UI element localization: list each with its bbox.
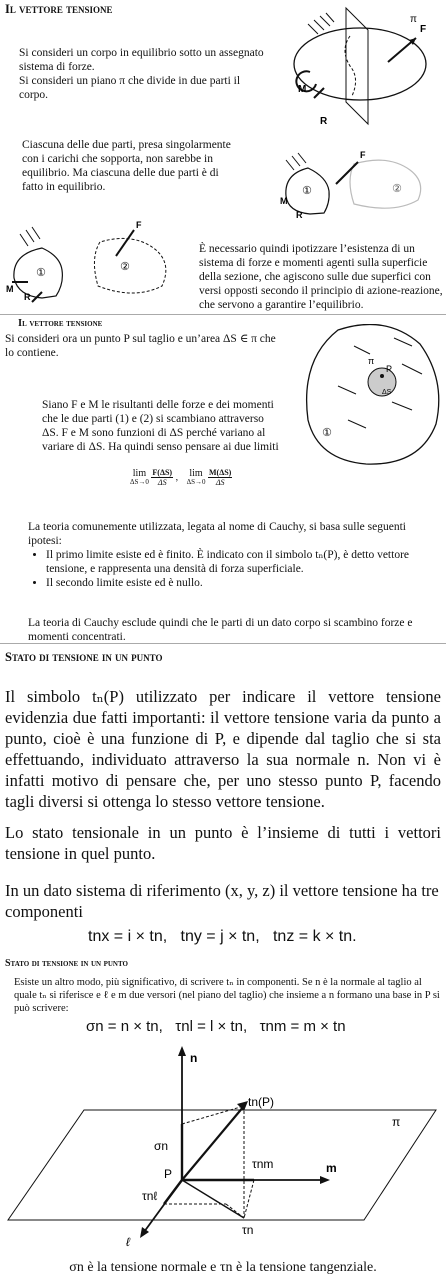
split-body-figure-left — [4, 220, 179, 305]
projection-lines — [164, 1106, 254, 1218]
numerator: F(ΔS) — [152, 468, 173, 477]
stress-components-figure — [4, 1040, 442, 1250]
figure-caption: σn è la tensione normale e τn è la tensione tangenziale. — [69, 1260, 377, 1275]
text-line: Si consideri un corpo in equilibrio sotto un assegnato sistema di forze. — [19, 47, 264, 73]
paragraph: Il simbolo tₙ(P) utilizzato per indicare il vettore tensione evidenzia due fatti importanti: il vettore tensione varia da punto a punto, cioè è una funzione di P, e dipende dal taglio che si sta effettuando, individuato attraverso la sua normale n. Non vi è infatti motivo di pensare che, per uno stesso punto P, facendo tagli diversi si ottenga lo stesso vettore tensione. — [5, 687, 441, 811]
lim-subscript: ΔS→0 — [186, 477, 206, 486]
paragraph: Ciascuna delle due parti, presa singolarmente con i carichi che sopporta, non sarebbe in equilibrio. Ma ciascuna delle due parti è di fatto in equilibrio. — [22, 139, 231, 193]
force-label: F — [360, 150, 366, 160]
part-two-label: ② — [392, 183, 402, 195]
comma: , — [175, 471, 179, 483]
denominator: ΔS — [215, 478, 225, 487]
stress-vector — [182, 1106, 244, 1180]
reaction-label: R — [296, 210, 303, 218]
cut-surface-figure — [298, 324, 444, 472]
arrowhead — [178, 1046, 186, 1056]
moment-label: M — [280, 196, 288, 206]
paragraph: Lo stato tensionale in un punto è l’insieme di tutti i vettori tensione in quel punto. — [5, 823, 441, 863]
numerator: M(ΔS) — [209, 468, 232, 477]
paragraph: Siano F e M le risultanti delle forze e dei momenti che le due parti (1) e (2) si scambiano attraverso ΔS. F e M sono funzioni di ΔS perché variano al variare di ΔS. Ha quindi senso pensare ai due limiti — [42, 399, 279, 453]
part-one-label: ① — [302, 185, 312, 197]
paragraph: In un dato sistema di riferimento (x, y, z) il vettore tensione ha tre componenti — [5, 881, 439, 921]
moment-label: M — [6, 284, 14, 294]
paragraph: La teoria di Cauchy esclude quindi che le parti di un dato corpo si scambino forze e momenti concentrati. — [28, 617, 413, 643]
section-title: Stato di tensione in un punto — [5, 650, 163, 664]
moment-label: M — [298, 84, 307, 95]
split-body-figure-top — [278, 148, 443, 218]
part-two-outline — [350, 160, 421, 208]
part-one-label: ① — [36, 267, 46, 279]
l-label: ℓ — [126, 1235, 130, 1249]
arrowhead — [140, 1227, 149, 1238]
part-two-label: ② — [120, 261, 130, 273]
limits-formula — [130, 468, 232, 487]
section-title: Il vettore tensione — [5, 2, 113, 16]
lim-subscript: ΔS→0 — [130, 477, 149, 486]
tnl-component — [164, 1180, 182, 1204]
list-item: • Il primo limite esiste ed è finito. È indicato con il simbolo tₙ(P), è detto vettore tensione, e rappresenta una densità di forza superficiale. — [46, 548, 440, 576]
force-label: F — [136, 220, 142, 230]
hypotheses-list — [28, 548, 440, 590]
point-p — [380, 374, 384, 378]
reaction-label: R — [24, 292, 31, 302]
paragraph: La teoria comunemente utilizzata, legata al nome di Cauchy, si basa sulle seguenti ipotesi: — [28, 521, 406, 547]
tau-nl-label: τnℓ — [142, 1189, 158, 1203]
pi-label: π — [392, 1115, 401, 1129]
limit-operator — [187, 469, 206, 487]
sigma-n-label: σn — [154, 1139, 169, 1153]
reaction-label: R — [320, 116, 328, 127]
list-item: • Il secondo limite esiste ed è nullo. — [46, 576, 440, 590]
part-one-label: ① — [322, 427, 332, 439]
area-label: ΔS — [382, 389, 392, 396]
text-line: Si consideri un piano π che divide in due parti il corpo. — [19, 75, 241, 101]
surface-outline — [307, 324, 439, 464]
denominator: ΔS — [157, 478, 167, 487]
cut-section — [345, 36, 356, 96]
body-cut-figure — [288, 2, 443, 127]
cutting-plane — [346, 8, 368, 124]
hypotheses-block — [28, 520, 440, 590]
limit-operator — [130, 469, 149, 487]
tangential-vector — [182, 1180, 244, 1218]
part-two-outline — [94, 238, 165, 293]
point-label: P — [386, 364, 393, 374]
paragraph: È necessario quindi ipotizzare l’esistenza di un sistema di forze e momenti agenti sulla superficie della sezione, che agiscono sulle due superfici con versi opposti secondo il principio di azione-reazione, che servono a garantire l’equilibrio. — [199, 243, 443, 311]
n-label: n — [190, 1051, 198, 1065]
lim-text: lim — [132, 467, 147, 479]
tn-p-label: tn(P) — [248, 1095, 275, 1109]
section-title: Il vettore tensione — [18, 318, 103, 329]
point-label: P — [164, 1167, 173, 1181]
paragraph: Esiste un altro modo, più significativo, di scrivere tₙ in componenti. Se n è la normale al taglio al quale tₙ si riferisce e ℓ e m due versori (nel piano del taglio) che insieme a n formano una base in P si può scrivere: — [14, 977, 440, 1014]
paragraph — [19, 46, 269, 102]
pi-label: π — [410, 14, 417, 25]
moment-fraction — [208, 468, 232, 487]
force-fraction — [151, 468, 173, 487]
paragraph: Si consideri ora un punto P sul taglio e un’area ΔS ∈ π che lo contiene. — [5, 333, 276, 359]
components-equation: tnx = i × tn, tny = j × tn, tnz = k × tn. — [88, 928, 357, 945]
force-label: F — [420, 24, 427, 35]
pi-label: π — [368, 356, 375, 366]
load-arrows — [308, 13, 334, 34]
lim-text: lim — [189, 467, 203, 479]
tau-nm-label: τnm — [252, 1157, 274, 1171]
m-label: m — [326, 1161, 337, 1175]
section-title: Stato di tensione in un punto — [5, 958, 128, 969]
tau-n-label: τn — [242, 1223, 254, 1237]
local-components-equation: σn = n × tn, τnl = l × tn, τnm = m × tn — [86, 1018, 346, 1035]
arrowhead — [320, 1176, 330, 1184]
